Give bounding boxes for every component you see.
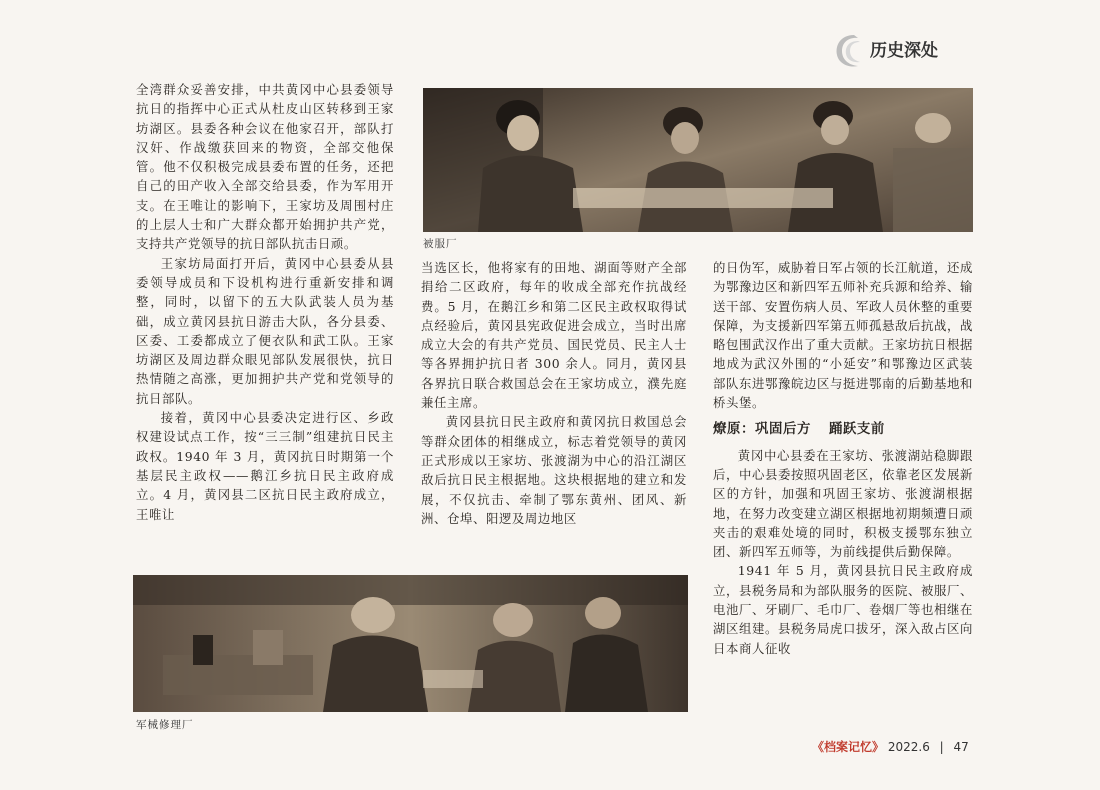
- photo-arms-repair-factory: [133, 575, 688, 712]
- photo-clothing-factory: [423, 88, 973, 232]
- text-column-1: [136, 80, 394, 524]
- paragraph: 1941 年 5 月，黄冈县抗日民主政府成立，县税务局和为部队服务的医院、被服厂、电池厂、牙刷厂、毛巾厂、卷烟厂等也相继在湖区组建。县税务局虎口拔牙，深入敌占区向日本商人征收: [713, 563, 973, 656]
- text-column-2: [421, 258, 687, 528]
- issue-number: 2022.6: [887, 740, 930, 754]
- section-tag: [832, 32, 992, 70]
- section-subheading: [713, 420, 973, 439]
- paragraph: 全湾群众妥善安排，中共黄冈中心县委领导抗日的指挥中心正式从杜皮山区转移到王家坊湖区。县委各种会议在他家召开，部队打汉奸、作战缴获回来的物资，全部交他保管。他不仅积极完成县委布置的任务，还把自己的田产收入全部交给县委，作为军用开支。在王唯让的影响下，王家坊及周围村庄的上层人士和广大群众都开始拥护共产党，支持共产党领导的抗日部队抗击日顽。: [136, 82, 394, 252]
- page-number: 47: [953, 740, 969, 754]
- footer-separator: |: [939, 740, 944, 754]
- page-footer: [812, 738, 969, 755]
- text-column-3: [713, 258, 973, 658]
- subheading-part: 燎原：巩固后方: [713, 422, 811, 438]
- paragraph: 黄冈县抗日民主政府和黄冈抗日救国总会等群众团体的相继成立，标志着党领导的黄冈正式形成以王家坊、张渡湖为中心的沿江湖区敌后抗日民主根据地。这块根据地的建立和发展，不仅抗击、牵制了鄂东黄州、团风、新洲、仓埠、阳逻及周边地区: [421, 414, 687, 526]
- photo-caption-top: 被服厂: [423, 238, 458, 250]
- section-tag-label: 历史深处: [860, 38, 948, 64]
- paragraph: 的日伪军，威胁着日军占领的长江航道，还成为鄂豫边区和新四军五师补充兵源和给养、输送干部、安置伤病人员、军政人员休整的重要保障，为支援新四军第五师孤悬敌后抗战，战略包围武汉作出了重大贡献。王家坊抗日根据地成为武汉外围的“小延安”和鄂豫边区武装部队东进鄂豫皖边区与挺进鄂南的后勤基地和桥头堡。: [713, 260, 973, 411]
- paragraph: 接着，黄冈中心县委决定进行区、乡政权建设试点工作，按“三三制”组建抗日民主政权。1940 年 3 月，黄冈抗日时期第一个基层民主政权——鹅江乡抗日民主政府成立。4 月，黄冈县二区抗日民主政府成立，王唯让: [136, 410, 394, 522]
- photo-caption-bottom: 军械修理厂: [136, 719, 194, 731]
- paragraph: 当选区长，他将家有的田地、湖面等财产全部捐给二区政府，每年的收成全部充作抗战经费。5 月，在鹅江乡和第二区民主政权取得试点经验后，黄冈县宪政促进会成立，当时出席成立大会的有共产党员、国民党员、民主人士等各界拥护抗日者 300 余人。同月，黄冈县各界抗日联合救国总会在王家坊成立，濮先庭兼任主席。: [421, 260, 687, 411]
- magazine-title: 《档案记忆》: [812, 740, 885, 754]
- paragraph: 黄冈中心县委在王家坊、张渡湖站稳脚跟后，中心县委按照巩固老区，依靠老区发展新区的方针，加强和巩固王家坊、张渡湖根据地，在努力改变建立湖区根据地初期频遭日顽夹击的艰难处境的同时，积极支援鄂东独立团、新四军五师等，为前线提供后勤保障。: [713, 447, 973, 560]
- paragraph: 王家坊局面打开后，黄冈中心县委从县委领导成员和下设机构进行重新安排和调整，同时，以留下的五大队武装人员为基础，成立黄冈县抗日游击大队，各分县委、区委、工委都成立了便衣队和武工队。王家坊湖区及周边群众眼见部队发展很快，抗日热情随之高涨，更加拥护共产党和党领导的抗日部队。: [136, 255, 394, 406]
- subheading-part: 踊跃支前: [828, 422, 885, 438]
